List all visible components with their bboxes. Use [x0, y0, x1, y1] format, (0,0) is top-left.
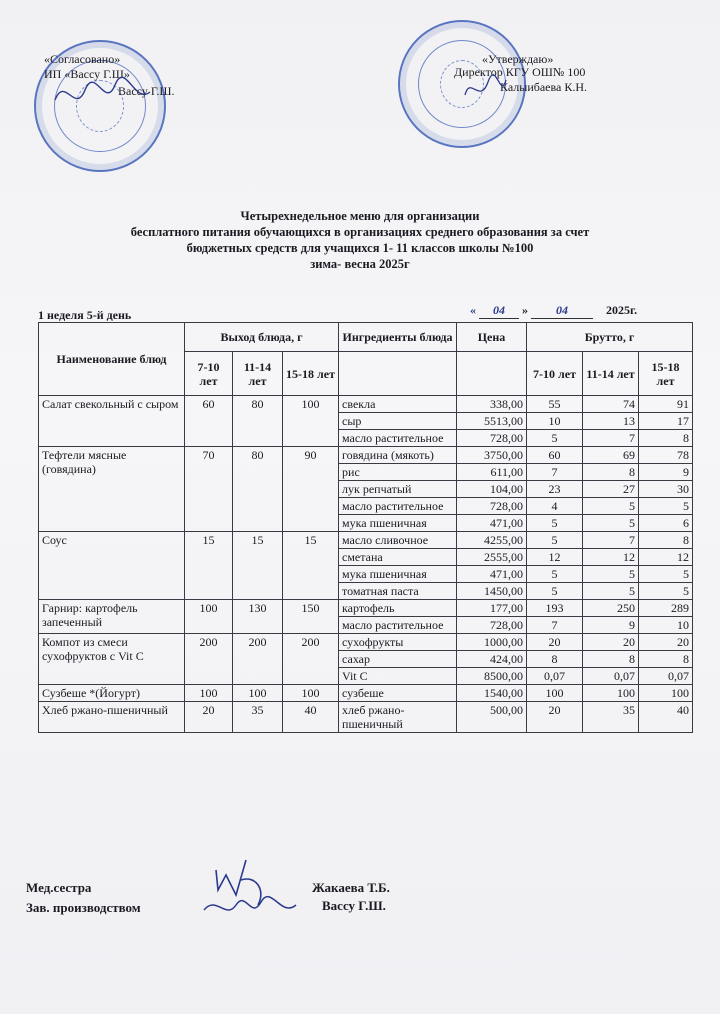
dish-name-cell: Хлеб ржано-пшеничный: [39, 702, 185, 733]
title-line-4: зима- весна 2025г: [310, 257, 410, 271]
gross-weight-cell: 9: [639, 464, 693, 481]
date-quote-mid: »: [522, 303, 528, 317]
gross-weight-cell: 100: [583, 685, 639, 702]
price-cell: 471,00: [457, 515, 527, 532]
gross-weight-cell: 78: [639, 447, 693, 464]
header-output-age-1: 7-10 лет: [185, 352, 233, 396]
gross-weight-cell: 5: [527, 583, 583, 600]
table-row: [39, 634, 693, 651]
price-cell: 2555,00: [457, 549, 527, 566]
gross-weight-cell: 193: [527, 600, 583, 617]
gross-weight-cell: 5: [527, 566, 583, 583]
table-row: [39, 702, 693, 733]
gross-weight-cell: 27: [583, 481, 639, 498]
ingredient-cell: сузбеше: [339, 685, 457, 702]
header-output-age-3: 15-18 лет: [283, 352, 339, 396]
gross-weight-cell: 8: [639, 532, 693, 549]
gross-weight-cell: 40: [639, 702, 693, 733]
gross-weight-cell: 100: [639, 685, 693, 702]
ingredient-cell: масло растительное: [339, 430, 457, 447]
gross-weight-cell: 12: [639, 549, 693, 566]
ingredient-cell: мука пшеничная: [339, 515, 457, 532]
header-gross: Брутто, г: [527, 323, 693, 352]
approval-signature-left: [50, 70, 160, 120]
signature-role-production: Зав. производством: [26, 900, 141, 915]
output-cell: 200: [283, 634, 339, 685]
gross-weight-cell: 0,07: [583, 668, 639, 685]
gross-weight-cell: 6: [639, 515, 693, 532]
approval-signature-right: [460, 70, 510, 110]
output-cell: 15: [185, 532, 233, 600]
header-gross-age-1: 7-10 лет: [527, 352, 583, 396]
dish-name-cell: Салат свекольный с сыром: [39, 396, 185, 447]
output-cell: 60: [185, 396, 233, 447]
gross-weight-cell: 13: [583, 413, 639, 430]
output-cell: 80: [233, 396, 283, 447]
gross-weight-cell: 20: [639, 634, 693, 651]
gross-weight-cell: 7: [583, 532, 639, 549]
table-row: [39, 600, 693, 617]
gross-weight-cell: 5: [583, 566, 639, 583]
output-cell: 100: [283, 396, 339, 447]
table-row: [39, 396, 693, 413]
output-cell: 20: [185, 702, 233, 733]
ingredient-cell: говядина (мякоть): [339, 447, 457, 464]
gross-weight-cell: 74: [583, 396, 639, 413]
price-cell: 3750,00: [457, 447, 527, 464]
price-cell: 1000,00: [457, 634, 527, 651]
gross-weight-cell: 7: [527, 617, 583, 634]
gross-weight-cell: 5: [639, 583, 693, 600]
price-cell: 5513,00: [457, 413, 527, 430]
gross-weight-cell: 7: [527, 464, 583, 481]
header-price: Цена: [457, 323, 527, 352]
table-row: [39, 685, 693, 702]
price-cell: 500,00: [457, 702, 527, 733]
price-cell: 424,00: [457, 651, 527, 668]
approval-left-line2: ИП «Вассу Г.Ш»: [44, 67, 130, 81]
dish-name-cell: Гарнир: картофель запеченный: [39, 600, 185, 634]
price-cell: 8500,00: [457, 668, 527, 685]
output-cell: 70: [185, 447, 233, 532]
price-cell: 338,00: [457, 396, 527, 413]
output-cell: 100: [233, 685, 283, 702]
gross-weight-cell: 5: [583, 583, 639, 600]
handwritten-signature: [196, 850, 306, 930]
ingredient-cell: масло сливочное: [339, 532, 457, 549]
output-cell: 100: [283, 685, 339, 702]
price-cell: 728,00: [457, 430, 527, 447]
ingredient-cell: рис: [339, 464, 457, 481]
price-cell: 1540,00: [457, 685, 527, 702]
ingredient-cell: мука пшеничная: [339, 566, 457, 583]
gross-weight-cell: 4: [527, 498, 583, 515]
gross-weight-cell: 5: [639, 498, 693, 515]
header-gross-age-3: 15-18 лет: [639, 352, 693, 396]
output-cell: 130: [233, 600, 283, 634]
title-line-2: бесплатного питания обучающихся в организациях среднего образования за счет: [130, 225, 590, 239]
approval-left-line3: Вассу Г.Ш.: [118, 84, 175, 98]
output-cell: 15: [283, 532, 339, 600]
gross-weight-cell: 5: [527, 532, 583, 549]
price-cell: 1450,00: [457, 583, 527, 600]
date-day: 04: [479, 303, 519, 319]
gross-weight-cell: 100: [527, 685, 583, 702]
gross-weight-cell: 5: [583, 515, 639, 532]
ingredient-cell: свекла: [339, 396, 457, 413]
gross-weight-cell: 8: [583, 651, 639, 668]
output-cell: 15: [233, 532, 283, 600]
header-gross-age-2: 11-14 лет: [583, 352, 639, 396]
output-cell: 200: [185, 634, 233, 685]
gross-weight-cell: 23: [527, 481, 583, 498]
ingredient-cell: масло растительное: [339, 498, 457, 515]
gross-weight-cell: 60: [527, 447, 583, 464]
gross-weight-cell: 0,07: [527, 668, 583, 685]
gross-weight-cell: 20: [583, 634, 639, 651]
price-cell: 728,00: [457, 617, 527, 634]
gross-weight-cell: 250: [583, 600, 639, 617]
output-cell: 35: [233, 702, 283, 733]
signature-role-nurse: Мед.сестра: [26, 880, 92, 895]
output-cell: 200: [233, 634, 283, 685]
dish-name-cell: Тефтели мясные (говядина): [39, 447, 185, 532]
gross-weight-cell: 12: [583, 549, 639, 566]
dish-name-cell: Соус: [39, 532, 185, 600]
gross-weight-cell: 289: [639, 600, 693, 617]
gross-weight-cell: 55: [527, 396, 583, 413]
gross-weight-cell: 35: [583, 702, 639, 733]
dish-name-cell: Сузбеше *(Йогурт): [39, 685, 185, 702]
price-cell: 728,00: [457, 498, 527, 515]
gross-weight-cell: 20: [527, 634, 583, 651]
ingredient-cell: сыр: [339, 413, 457, 430]
ingredient-cell: сухофрукты: [339, 634, 457, 651]
gross-weight-cell: 91: [639, 396, 693, 413]
gross-weight-cell: 0,07: [639, 668, 693, 685]
title-line-3: бюджетных средств для учащихся 1- 11 классов школы №100: [186, 241, 534, 255]
dish-name-cell: Компот из смеси сухофруктов с Vit C: [39, 634, 185, 685]
gross-weight-cell: 12: [527, 549, 583, 566]
gross-weight-cell: 10: [527, 413, 583, 430]
table-row: [39, 447, 693, 464]
ingredient-cell: хлеб ржано-пшеничный: [339, 702, 457, 733]
header-ingredients-blank: [339, 352, 457, 396]
menu-table: [38, 322, 693, 733]
date-line: [470, 303, 637, 319]
approval-right-line3: Калыибаева К.Н.: [500, 80, 588, 94]
header-output-age-2: 11-14 лет: [233, 352, 283, 396]
approval-right-line2: Директор КГУ ОШ№ 100: [454, 65, 586, 79]
approval-right-line1: «Утверждаю»: [482, 52, 554, 66]
gross-weight-cell: 5: [527, 515, 583, 532]
header-output: Выход блюда, г: [185, 323, 339, 352]
ingredient-cell: сметана: [339, 549, 457, 566]
gross-weight-cell: 8: [583, 464, 639, 481]
price-cell: 177,00: [457, 600, 527, 617]
ingredient-cell: картофель: [339, 600, 457, 617]
signature-name-production: Вассу Г.Ш.: [322, 898, 386, 913]
approval-left-line1: «Согласовано»: [44, 52, 121, 66]
menu-table-body: [39, 396, 693, 733]
ingredient-cell: томатная паста: [339, 583, 457, 600]
ingredient-cell: масло растительное: [339, 617, 457, 634]
price-cell: 104,00: [457, 481, 527, 498]
gross-weight-cell: 7: [583, 430, 639, 447]
date-year: 2025г.: [606, 303, 638, 317]
gross-weight-cell: 10: [639, 617, 693, 634]
gross-weight-cell: 17: [639, 413, 693, 430]
price-cell: 471,00: [457, 566, 527, 583]
title-line-1: Четырехнедельное меню для организации: [240, 209, 480, 223]
date-month: 04: [531, 303, 593, 319]
gross-weight-cell: 8: [527, 651, 583, 668]
header-dish-name: Наименование блюд: [39, 323, 185, 396]
signature-name-nurse: Жакаева Т.Б.: [312, 880, 390, 895]
gross-weight-cell: 8: [639, 430, 693, 447]
gross-weight-cell: 5: [527, 430, 583, 447]
gross-weight-cell: 8: [639, 651, 693, 668]
header-price-blank: [457, 352, 527, 396]
gross-weight-cell: 69: [583, 447, 639, 464]
gross-weight-cell: 5: [583, 498, 639, 515]
gross-weight-cell: 30: [639, 481, 693, 498]
ingredient-cell: Vit C: [339, 668, 457, 685]
week-day-label: 1 неделя 5-й день: [38, 308, 132, 322]
ingredient-cell: лук репчатый: [339, 481, 457, 498]
ingredient-cell: сахар: [339, 651, 457, 668]
price-cell: 4255,00: [457, 532, 527, 549]
gross-weight-cell: 5: [639, 566, 693, 583]
date-quote-open: «: [470, 303, 476, 317]
gross-weight-cell: 9: [583, 617, 639, 634]
header-ingredients: Ингредиенты блюда: [339, 323, 457, 352]
output-cell: 90: [283, 447, 339, 532]
output-cell: 150: [283, 600, 339, 634]
output-cell: 100: [185, 600, 233, 634]
price-cell: 611,00: [457, 464, 527, 481]
output-cell: 100: [185, 685, 233, 702]
output-cell: 80: [233, 447, 283, 532]
gross-weight-cell: 20: [527, 702, 583, 733]
table-row: [39, 532, 693, 549]
output-cell: 40: [283, 702, 339, 733]
